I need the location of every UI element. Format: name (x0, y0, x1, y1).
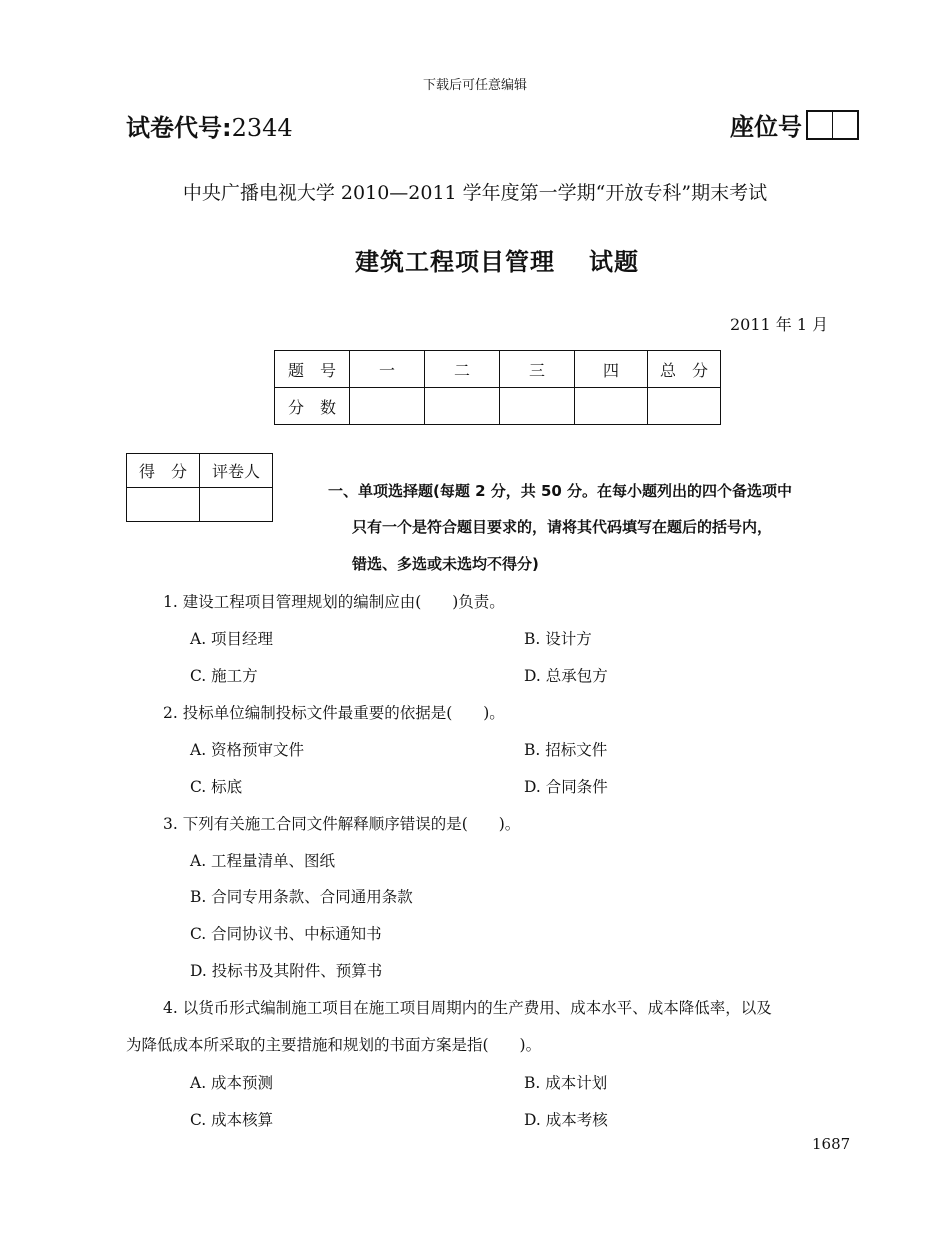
seat-number-box (806, 110, 859, 140)
exam-code-label: 试卷代号: (126, 114, 232, 142)
question-3-stem: 3. 下列有关施工合同文件解释顺序错误的是( )。 (163, 815, 521, 833)
question-4-stem: 4. 以货币形式编制施工项目在施工项目周期内的生产费用、成本水平、成本降低率，以及 (163, 999, 772, 1017)
score-cell (425, 388, 500, 425)
subject-title (0, 242, 950, 277)
seat-number-cell (832, 112, 857, 138)
score-cell (648, 388, 721, 425)
grader-name-cell (200, 488, 273, 522)
question-2-option-b: B. 招标文件 (524, 741, 608, 759)
score-table-column: 三 (500, 351, 575, 388)
section-instructions-line2: 只有一个是符合题目要求的，请将其代码填写在题后的括号内， (352, 518, 773, 536)
section-instructions-line3: 错选、多选或未选均不得分) (352, 555, 539, 573)
score-cell (500, 388, 575, 425)
subject-name: 建筑工程项目管理 (355, 248, 555, 276)
question-1-option-d: D. 总承包方 (524, 667, 608, 685)
seat-number-label: 座位号 (730, 113, 802, 141)
question-1-option-b: B. 设计方 (524, 630, 592, 648)
question-2-option-c: C. 标底 (190, 778, 243, 796)
grader-name-label: 评卷人 (200, 454, 273, 488)
question-3-option-c: C. 合同协议书、中标通知书 (190, 925, 382, 943)
exam-title: 中央广播电视大学 2010—2011 学年度第一学期“开放专科”期末考试 (182, 182, 768, 204)
question-1-option-c: C. 施工方 (190, 667, 258, 685)
question-4-option-d: D. 成本考核 (524, 1111, 608, 1129)
question-1-option-a: A. 项目经理 (190, 630, 274, 648)
download-note: 下载后可任意编辑 (422, 78, 527, 93)
score-table-column: 一 (350, 351, 425, 388)
score-table-header-label: 题 号 (275, 351, 350, 388)
score-cell (350, 388, 425, 425)
seat-number-field (730, 107, 859, 142)
grader-score-label: 得 分 (127, 454, 200, 488)
question-4-stem-continued: 为降低成本所采取的主要措施和规划的书面方案是指( )。 (126, 1036, 542, 1054)
score-table-header-row (275, 351, 721, 388)
question-3-option-b: B. 合同专用条款、合同通用条款 (190, 888, 413, 906)
exam-code-value: 2344 (231, 114, 293, 142)
question-4-option-b: B. 成本计划 (524, 1074, 608, 1092)
question-2-stem: 2. 投标单位编制投标文件最重要的依据是( )。 (163, 704, 505, 722)
score-table-row-label: 分 数 (275, 388, 350, 425)
page-number: 1687 (812, 1135, 851, 1153)
question-1-stem: 1. 建设工程项目管理规划的编制应由( )负责。 (163, 593, 505, 611)
grader-table (126, 453, 273, 522)
question-4-option-c: C. 成本核算 (190, 1111, 274, 1129)
question-4-option-a: A. 成本预测 (190, 1074, 274, 1092)
score-table-column: 总 分 (648, 351, 721, 388)
exam-code (126, 108, 293, 143)
seat-number-cell (808, 112, 832, 138)
score-table (274, 350, 721, 425)
score-table-score-row (275, 388, 721, 425)
score-table-column: 二 (425, 351, 500, 388)
grader-score-cell (127, 488, 200, 522)
question-2-option-a: A. 资格预审文件 (190, 741, 305, 759)
score-cell (575, 388, 648, 425)
question-2-option-d: D. 合同条件 (524, 778, 608, 796)
question-3-option-a: A. 工程量清单、图纸 (190, 852, 336, 870)
exam-date: 2011 年 1 月 (730, 315, 829, 334)
score-table-column: 四 (575, 351, 648, 388)
subject-suffix: 试题 (589, 248, 639, 276)
section-instructions-line1: 一、单项选择题(每题 2 分，共 50 分。在每小题列出的四个备选项中 (328, 482, 793, 500)
question-3-option-d: D. 投标书及其附件、预算书 (190, 962, 383, 980)
